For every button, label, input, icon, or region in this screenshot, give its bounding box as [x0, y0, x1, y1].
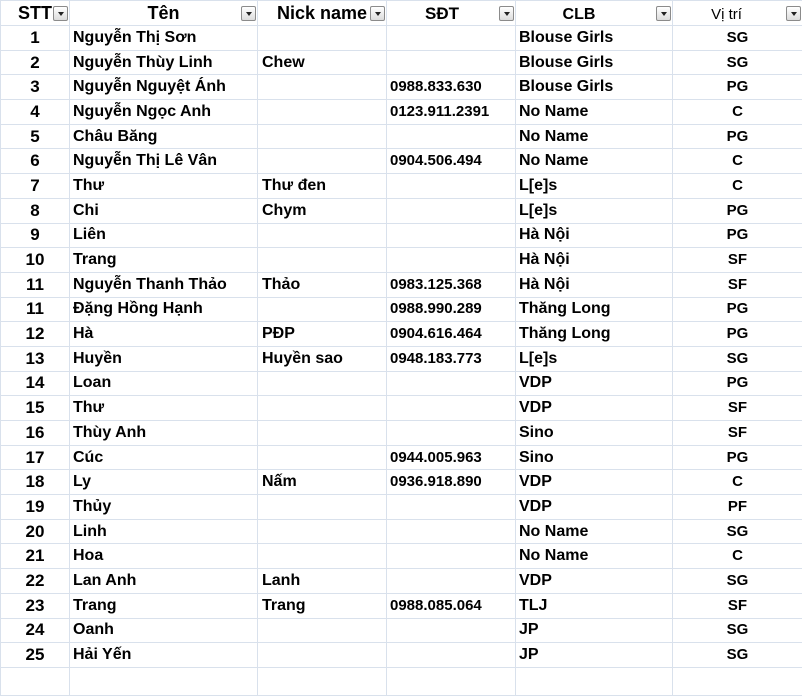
empty-cell[interactable] [387, 667, 516, 695]
cell-vitri[interactable]: SG [673, 569, 802, 594]
table-row [1, 569, 802, 594]
cell-ten[interactable]: Liên [70, 223, 258, 248]
header-cell-sdt [387, 1, 516, 26]
cell-vitri[interactable]: PG [673, 223, 802, 248]
cell-sdt[interactable] [387, 544, 516, 569]
cell-ten[interactable]: Loan [70, 371, 258, 396]
cell-clb[interactable]: VDP [516, 371, 673, 396]
cell-clb[interactable]: VDP [516, 396, 673, 421]
table-row [1, 519, 802, 544]
cell-stt[interactable]: 6 [1, 149, 70, 174]
cell-stt[interactable]: 3 [1, 75, 70, 100]
cell-nick[interactable]: Chew [258, 50, 387, 75]
table-row [1, 50, 802, 75]
cell-ten[interactable]: Nguyễn Thanh Thảo [70, 272, 258, 297]
cell-clb[interactable]: No Name [516, 544, 673, 569]
cell-stt[interactable]: 14 [1, 371, 70, 396]
cell-vitri[interactable]: SG [673, 519, 802, 544]
cell-ten[interactable]: Cúc [70, 445, 258, 470]
cell-nick[interactable] [258, 396, 387, 421]
cell-ten[interactable]: Thủy [70, 495, 258, 520]
cell-ten[interactable]: Lan Anh [70, 569, 258, 594]
cell-ten[interactable]: Hải Yến [70, 643, 258, 668]
cell-nick[interactable] [258, 519, 387, 544]
cell-vitri[interactable]: C [673, 100, 802, 125]
cell-vitri[interactable]: SG [673, 618, 802, 643]
header-label-sdt: SĐT [425, 3, 459, 23]
cell-clb[interactable]: No Name [516, 149, 673, 174]
cell-ten[interactable]: Ly [70, 470, 258, 495]
filter-dropdown-sdt[interactable] [499, 6, 514, 21]
table-row [1, 100, 802, 125]
cell-sdt[interactable] [387, 26, 516, 51]
cell-stt[interactable]: 11 [1, 272, 70, 297]
cell-nick[interactable]: Thảo [258, 272, 387, 297]
cell-sdt[interactable] [387, 569, 516, 594]
cell-vitri[interactable]: SF [673, 421, 802, 446]
cell-nick[interactable] [258, 223, 387, 248]
cell-ten[interactable]: Hà [70, 322, 258, 347]
table-row [1, 593, 802, 618]
cell-vitri[interactable]: PF [673, 495, 802, 520]
cell-nick[interactable]: Nấm [258, 470, 387, 495]
cell-ten[interactable]: Linh [70, 519, 258, 544]
cell-sdt[interactable] [387, 248, 516, 273]
cell-sdt[interactable] [387, 124, 516, 149]
cell-ten[interactable]: Thư [70, 174, 258, 199]
cell-nick[interactable] [258, 149, 387, 174]
cell-ten[interactable]: Nguyễn Ngọc Anh [70, 100, 258, 125]
cell-stt[interactable]: 24 [1, 618, 70, 643]
cell-vitri[interactable]: SF [673, 593, 802, 618]
cell-vitri[interactable]: PG [673, 75, 802, 100]
cell-nick[interactable] [258, 495, 387, 520]
cell-vitri[interactable]: SF [673, 396, 802, 421]
header-cell-nick [258, 1, 387, 26]
cell-ten[interactable]: Huyền [70, 346, 258, 371]
chevron-down-icon [375, 12, 381, 16]
filter-dropdown-stt[interactable] [53, 6, 68, 21]
cell-clb[interactable]: Sino [516, 421, 673, 446]
cell-clb[interactable]: Blouse Girls [516, 26, 673, 51]
cell-vitri[interactable]: C [673, 470, 802, 495]
cell-nick[interactable] [258, 100, 387, 125]
cell-vitri[interactable]: PG [673, 371, 802, 396]
cell-clb[interactable]: JP [516, 643, 673, 668]
cell-stt[interactable]: 1 [1, 26, 70, 51]
cell-vitri[interactable]: PG [673, 322, 802, 347]
chevron-down-icon [791, 12, 797, 16]
table-row [1, 149, 802, 174]
chevron-down-icon [661, 12, 667, 16]
table-row [1, 223, 802, 248]
table-body [1, 26, 802, 696]
cell-vitri[interactable]: SG [673, 26, 802, 51]
cell-sdt[interactable]: 0936.918.890 [387, 470, 516, 495]
cell-sdt[interactable] [387, 396, 516, 421]
cell-clb[interactable]: L[e]s [516, 174, 673, 199]
cell-clb[interactable]: No Name [516, 124, 673, 149]
cell-vitri[interactable]: SG [673, 643, 802, 668]
cell-clb[interactable]: Hà Nội [516, 272, 673, 297]
cell-stt[interactable]: 20 [1, 519, 70, 544]
header-label-vitri: Vị trí [711, 5, 742, 23]
cell-nick[interactable]: Huyền sao [258, 346, 387, 371]
cell-sdt[interactable] [387, 371, 516, 396]
cell-ten[interactable]: Nguyễn Thị Lê Vân [70, 149, 258, 174]
cell-sdt[interactable] [387, 174, 516, 199]
cell-vitri[interactable]: SG [673, 346, 802, 371]
cell-stt[interactable]: 13 [1, 346, 70, 371]
cell-ten[interactable]: Chi [70, 198, 258, 223]
cell-ten[interactable]: Trang [70, 248, 258, 273]
cell-vitri[interactable]: PG [673, 124, 802, 149]
cell-sdt[interactable] [387, 421, 516, 446]
cell-vitri[interactable]: C [673, 174, 802, 199]
cell-ten[interactable]: Trang [70, 593, 258, 618]
cell-nick[interactable]: Lanh [258, 569, 387, 594]
cell-nick[interactable] [258, 26, 387, 51]
cell-sdt[interactable]: 0983.125.368 [387, 272, 516, 297]
table-row [1, 174, 802, 199]
header-label-ten: Tên [147, 2, 180, 23]
cell-sdt[interactable] [387, 50, 516, 75]
table-row [1, 495, 802, 520]
cell-clb[interactable]: No Name [516, 100, 673, 125]
cell-clb[interactable]: Sino [516, 445, 673, 470]
table-row [1, 421, 802, 446]
cell-stt[interactable]: 18 [1, 470, 70, 495]
table-row [1, 346, 802, 371]
cell-stt[interactable]: 7 [1, 174, 70, 199]
filter-dropdown-ten[interactable] [241, 6, 256, 21]
cell-stt[interactable]: 23 [1, 593, 70, 618]
cell-stt[interactable]: 22 [1, 569, 70, 594]
header-label-clb: CLB [562, 5, 596, 23]
header-row [1, 1, 802, 26]
cell-sdt[interactable]: 0944.005.963 [387, 445, 516, 470]
cell-sdt[interactable] [387, 519, 516, 544]
cell-sdt[interactable] [387, 223, 516, 248]
empty-cell[interactable] [70, 667, 258, 695]
table-row [1, 445, 802, 470]
header-cell-stt [1, 1, 70, 26]
cell-ten[interactable]: Thư [70, 396, 258, 421]
cell-ten[interactable]: Nguyễn Nguyệt Ánh [70, 75, 258, 100]
cell-stt[interactable]: 21 [1, 544, 70, 569]
filter-dropdown-vitri[interactable] [786, 6, 801, 21]
cell-ten[interactable]: Nguyễn Thùy Linh [70, 50, 258, 75]
table-row [1, 198, 802, 223]
cell-clb[interactable]: VDP [516, 569, 673, 594]
cell-nick[interactable] [258, 248, 387, 273]
table-row [1, 26, 802, 51]
cell-nick[interactable]: Thư đen [258, 174, 387, 199]
table-row [1, 470, 802, 495]
cell-clb[interactable]: VDP [516, 495, 673, 520]
cell-clb[interactable]: JP [516, 618, 673, 643]
cell-vitri[interactable]: SF [673, 272, 802, 297]
cell-sdt[interactable]: 0988.085.064 [387, 593, 516, 618]
header-label-stt: STT [18, 2, 52, 23]
cell-vitri[interactable]: PG [673, 198, 802, 223]
cell-nick[interactable] [258, 75, 387, 100]
cell-nick[interactable] [258, 297, 387, 322]
cell-nick[interactable]: PĐP [258, 322, 387, 347]
cell-clb[interactable]: TLJ [516, 593, 673, 618]
cell-sdt[interactable] [387, 618, 516, 643]
cell-sdt[interactable]: 0988.990.289 [387, 297, 516, 322]
cell-sdt[interactable] [387, 495, 516, 520]
cell-ten[interactable]: Thùy Anh [70, 421, 258, 446]
cell-clb[interactable]: Thăng Long [516, 322, 673, 347]
cell-stt[interactable]: 15 [1, 396, 70, 421]
cell-vitri[interactable]: PG [673, 445, 802, 470]
cell-ten[interactable]: Hoa [70, 544, 258, 569]
cell-clb[interactable]: VDP [516, 470, 673, 495]
header-cell-ten [70, 1, 258, 26]
cell-stt[interactable]: 8 [1, 198, 70, 223]
cell-nick[interactable] [258, 445, 387, 470]
cell-sdt[interactable]: 0904.616.464 [387, 322, 516, 347]
cell-stt[interactable]: 12 [1, 322, 70, 347]
empty-cell[interactable] [516, 667, 673, 695]
cell-nick[interactable]: Chym [258, 198, 387, 223]
empty-row [1, 667, 802, 695]
cell-clb[interactable]: Hà Nội [516, 248, 673, 273]
filter-dropdown-nick[interactable] [370, 6, 385, 21]
table-row [1, 618, 802, 643]
cell-clb[interactable]: Blouse Girls [516, 50, 673, 75]
empty-cell[interactable] [673, 667, 802, 695]
cell-vitri[interactable]: PG [673, 297, 802, 322]
table-row [1, 396, 802, 421]
filter-dropdown-clb[interactable] [656, 6, 671, 21]
cell-stt[interactable]: 4 [1, 100, 70, 125]
cell-sdt[interactable] [387, 198, 516, 223]
cell-clb[interactable]: Blouse Girls [516, 75, 673, 100]
cell-clb[interactable]: Hà Nội [516, 223, 673, 248]
cell-sdt[interactable]: 0904.506.494 [387, 149, 516, 174]
cell-ten[interactable]: Oanh [70, 618, 258, 643]
cell-nick[interactable] [258, 124, 387, 149]
table-row [1, 643, 802, 668]
cell-ten[interactable]: Đặng Hồng Hạnh [70, 297, 258, 322]
cell-stt[interactable]: 25 [1, 643, 70, 668]
table-row [1, 75, 802, 100]
cell-stt[interactable]: 9 [1, 223, 70, 248]
cell-nick[interactable] [258, 618, 387, 643]
cell-nick[interactable]: Trang [258, 593, 387, 618]
cell-nick[interactable] [258, 643, 387, 668]
cell-nick[interactable] [258, 371, 387, 396]
cell-clb[interactable]: Thăng Long [516, 297, 673, 322]
table-row [1, 248, 802, 273]
cell-clb[interactable]: L[e]s [516, 346, 673, 371]
cell-ten[interactable]: Nguyễn Thị Sơn [70, 26, 258, 51]
cell-stt[interactable]: 19 [1, 495, 70, 520]
cell-stt[interactable]: 11 [1, 297, 70, 322]
empty-cell[interactable] [258, 667, 387, 695]
table-row [1, 544, 802, 569]
cell-stt[interactable]: 10 [1, 248, 70, 273]
table-row [1, 124, 802, 149]
chevron-down-icon [246, 12, 252, 16]
table-row [1, 272, 802, 297]
cell-clb[interactable]: L[e]s [516, 198, 673, 223]
chevron-down-icon [58, 12, 64, 16]
table-row [1, 322, 802, 347]
cell-sdt[interactable]: 0948.183.773 [387, 346, 516, 371]
cell-stt[interactable]: 17 [1, 445, 70, 470]
header-cell-vitri [673, 1, 802, 26]
chevron-down-icon [504, 12, 510, 16]
cell-nick[interactable] [258, 544, 387, 569]
cell-vitri[interactable]: C [673, 544, 802, 569]
header-label-nick: Nick name [276, 2, 368, 23]
cell-vitri[interactable]: SG [673, 50, 802, 75]
cell-stt[interactable]: 16 [1, 421, 70, 446]
table-row [1, 297, 802, 322]
cell-stt[interactable]: 5 [1, 124, 70, 149]
cell-clb[interactable]: No Name [516, 519, 673, 544]
cell-vitri[interactable]: C [673, 149, 802, 174]
cell-stt[interactable]: 2 [1, 50, 70, 75]
empty-cell[interactable] [1, 667, 70, 695]
cell-nick[interactable] [258, 421, 387, 446]
cell-vitri[interactable]: SF [673, 248, 802, 273]
table-row [1, 371, 802, 396]
cell-sdt[interactable]: 0988.833.630 [387, 75, 516, 100]
cell-ten[interactable]: Châu Băng [70, 124, 258, 149]
header-cell-clb [516, 1, 673, 26]
cell-sdt[interactable]: 0123.911.2391 [387, 100, 516, 125]
cell-sdt[interactable] [387, 643, 516, 668]
